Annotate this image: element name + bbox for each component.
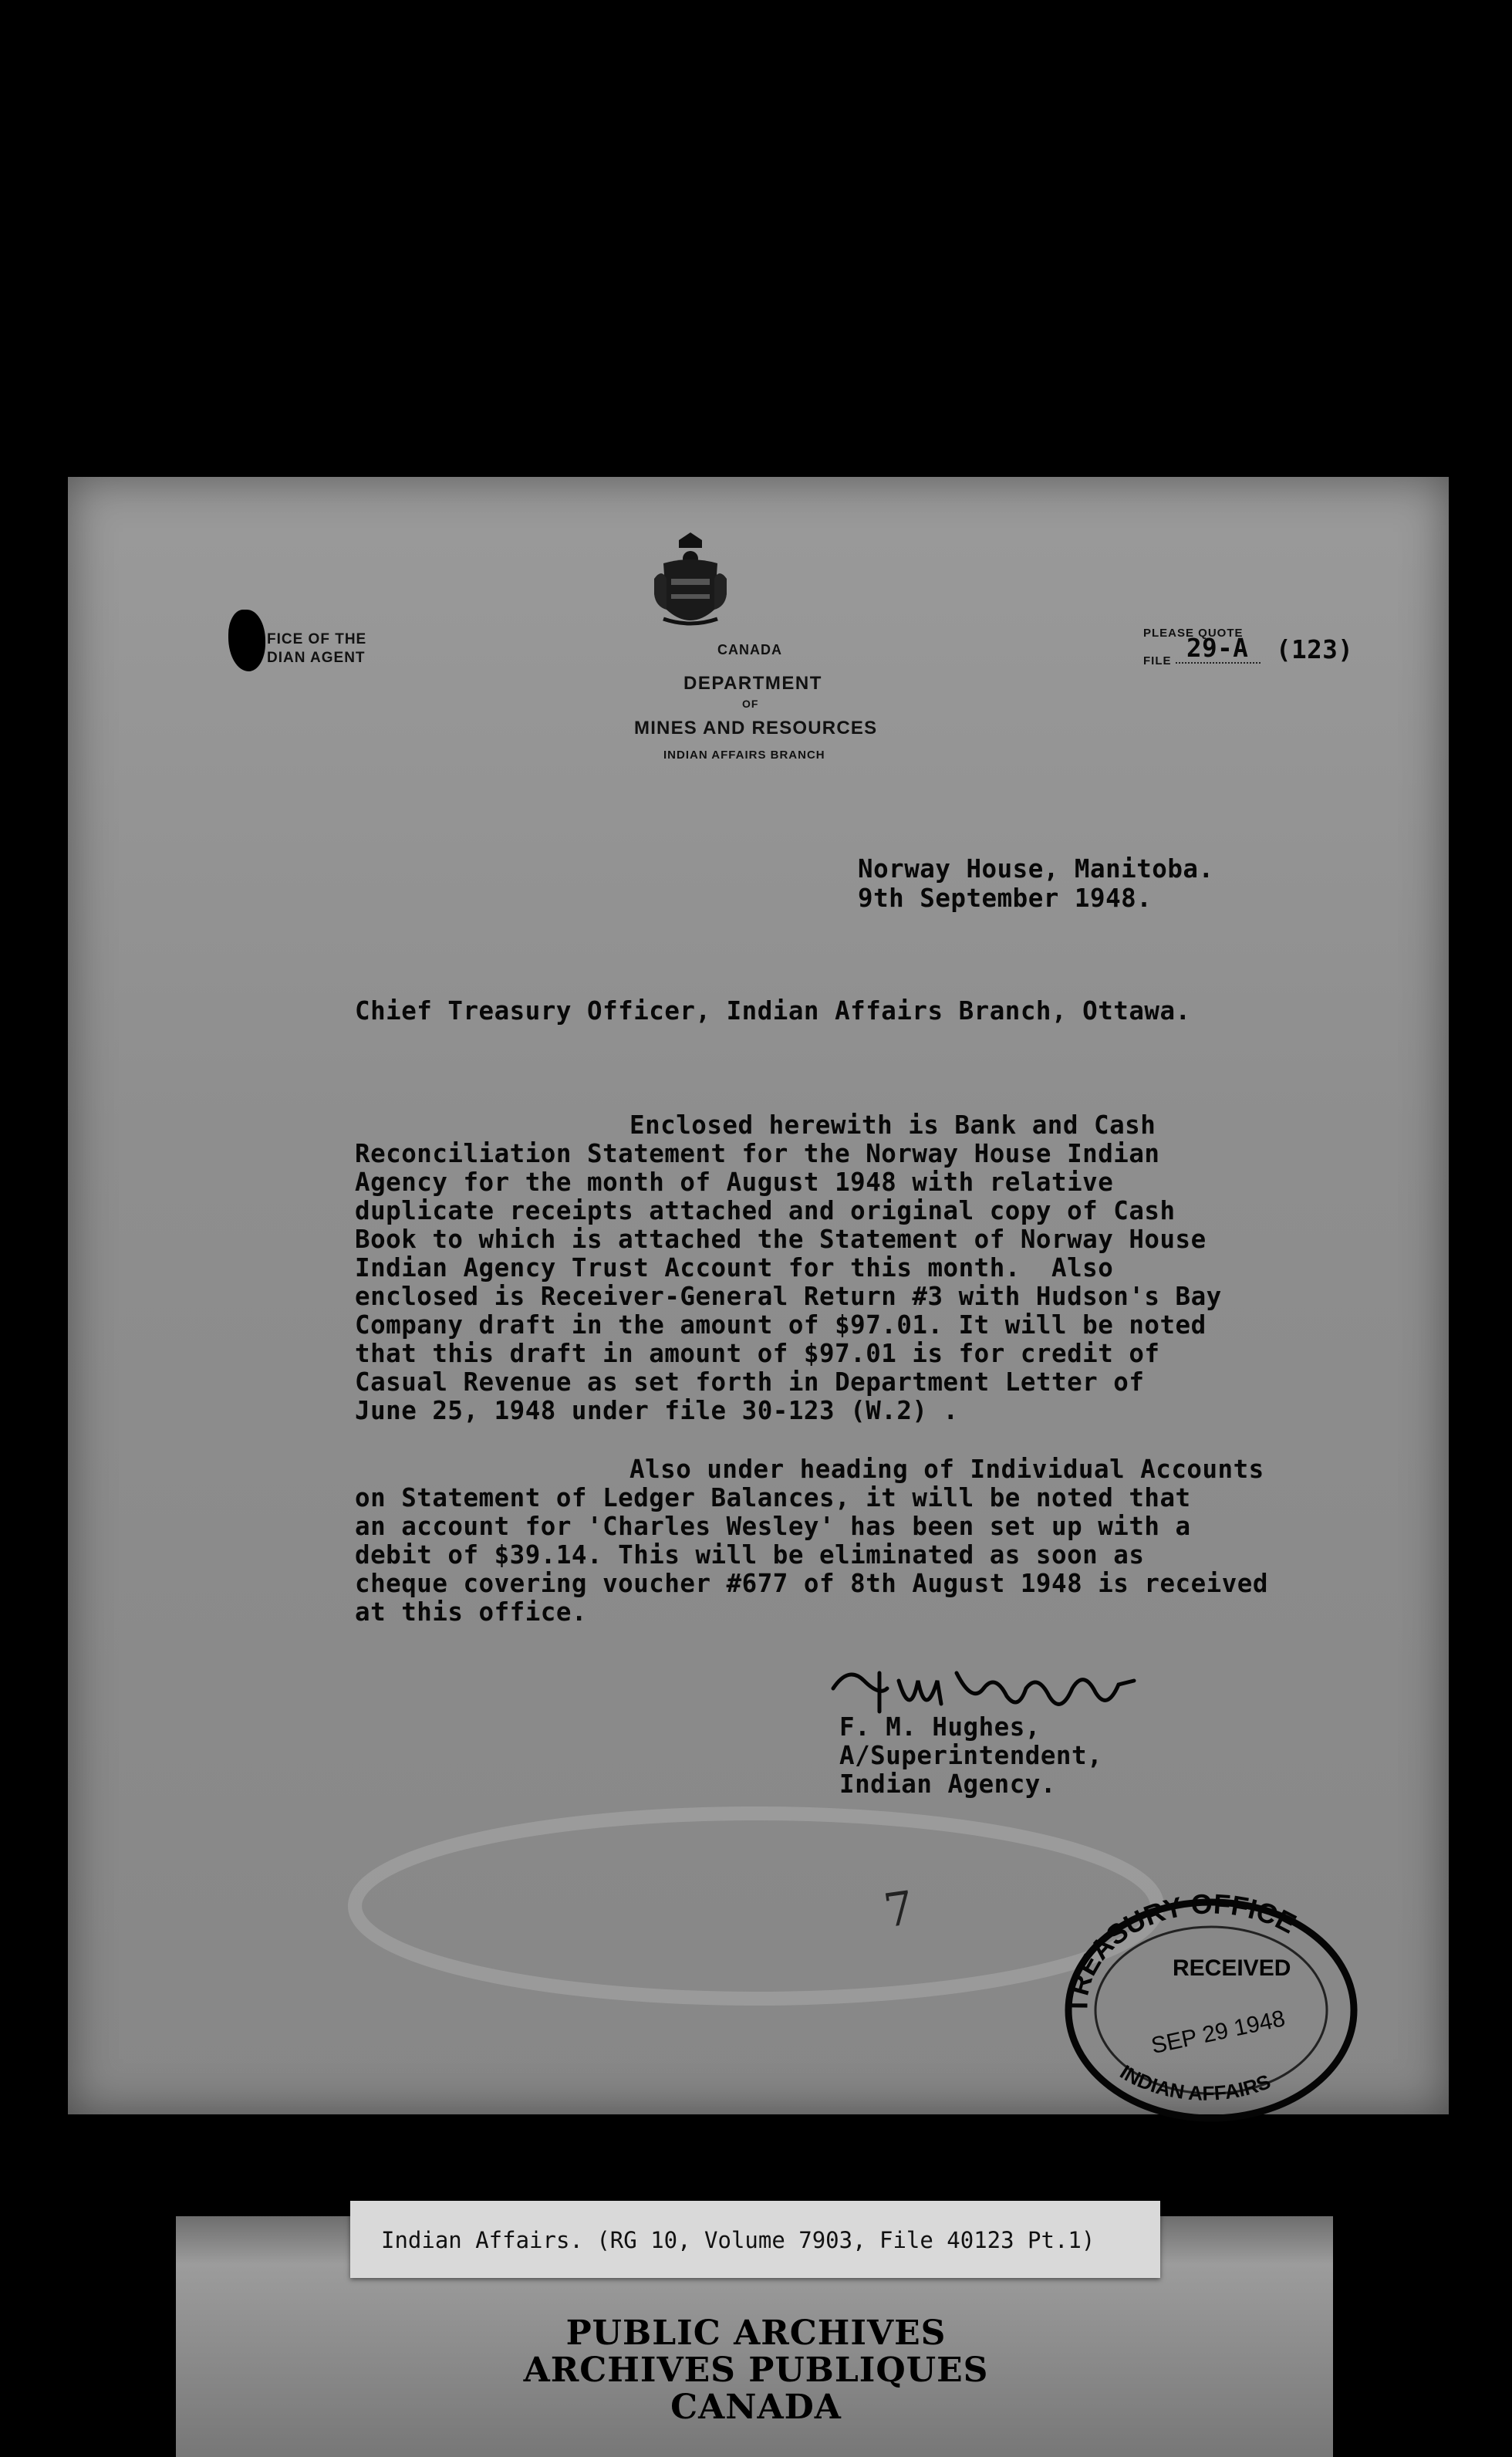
watermark-ghost bbox=[332, 1790, 1180, 2022]
archives-line-1: PUBLIC ARCHIVES bbox=[565, 2313, 947, 2353]
paragraph-line: Reconciliation Statement for the Norway House Indian bbox=[355, 1139, 1160, 1168]
marginal-note: 7 bbox=[880, 1881, 917, 1939]
paragraph-line: an account for 'Charles Wesley' has been set up with a bbox=[355, 1512, 1191, 1541]
stamp-date: SEP 29 1948 bbox=[1149, 2006, 1288, 2060]
addressee: Chief Treasury Officer, Indian Affairs Branch, Ottawa. bbox=[355, 996, 1191, 1026]
crest-emblem bbox=[648, 532, 733, 633]
letterhead-department: DEPARTMENT bbox=[683, 673, 822, 694]
paragraph-line: June 25, 1948 under file 30-123 (W.2) . bbox=[355, 1396, 959, 1425]
letterhead-of: OF bbox=[742, 698, 759, 710]
file-number: 29-A bbox=[1186, 634, 1249, 663]
paragraph-line: Enclosed herewith is Bank and Cash bbox=[629, 1110, 1156, 1140]
signer-title: A/Superintendent, bbox=[839, 1741, 1103, 1770]
stamp-received-text: RECEIVED bbox=[1173, 1955, 1291, 1981]
svg-text:INDIAN AFFAIRS bbox=[1116, 2060, 1274, 2105]
archives-line-2: ARCHIVES PUBLIQUES bbox=[523, 2351, 989, 2390]
paragraph-line: Company draft in the amount of $97.01. It will be noted bbox=[355, 1310, 1207, 1340]
paragraph-line: debit of $39.14. This will be eliminated as soon as bbox=[355, 1540, 1145, 1570]
paragraph-line: Also under heading of Individual Accounts bbox=[629, 1455, 1264, 1484]
office-line-2: DIAN AGENT bbox=[267, 650, 366, 666]
letterhead-branch: INDIAN AFFAIRS BRANCH bbox=[663, 749, 825, 762]
paragraph-line: cheque covering voucher #677 of 8th August 1948 is received bbox=[355, 1569, 1268, 1598]
paragraph-line: on Statement of Ledger Balances, it will be noted that bbox=[355, 1483, 1191, 1512]
place-line: Norway House, Manitoba. bbox=[858, 854, 1214, 884]
signer-name: F. M. Hughes, bbox=[839, 1712, 1041, 1742]
file-suffix: (123) bbox=[1276, 635, 1354, 664]
archives-line-3: CANADA bbox=[670, 2388, 842, 2427]
signer-office: Indian Agency. bbox=[839, 1769, 1056, 1799]
paragraph-line: Casual Revenue as set forth in Department Letter of bbox=[355, 1367, 1145, 1397]
stamp-bottom-text: INDIAN AFFAIRS bbox=[1115, 2060, 1274, 2105]
file-label: FILE bbox=[1143, 654, 1172, 667]
paragraph-line: at this office. bbox=[355, 1597, 587, 1627]
received-stamp bbox=[1057, 1883, 1365, 2130]
paragraph-line: that this draft in amount of $97.01 is for credit of bbox=[355, 1339, 1160, 1368]
paragraph-line: duplicate receipts attached and original copy of Cash bbox=[355, 1196, 1176, 1225]
archive-reference: Indian Affairs. (RG 10, Volume 7903, File 40123 Pt.1) bbox=[381, 2227, 1095, 2253]
paragraph-line: enclosed is Receiver-General Return #3 with Hudson's Bay bbox=[355, 1282, 1222, 1311]
letterhead-country: CANADA bbox=[717, 642, 782, 657]
paragraph-line: Book to which is attached the Statement of Norway House bbox=[355, 1225, 1207, 1254]
paragraph-line: Agency for the month of August 1948 with relative bbox=[355, 1168, 1114, 1197]
letterhead-ministry: MINES AND RESOURCES bbox=[634, 718, 878, 738]
date-line: 9th September 1948. bbox=[858, 884, 1153, 913]
office-line-1: FICE OF THE bbox=[267, 631, 367, 647]
stamp-top-text: TREASURY OFFICE bbox=[1061, 1888, 1301, 2015]
paragraph-line: Indian Agency Trust Account for this month. Also bbox=[355, 1253, 1114, 1283]
please-quote-label: PLEASE QUOTE bbox=[1143, 627, 1244, 640]
